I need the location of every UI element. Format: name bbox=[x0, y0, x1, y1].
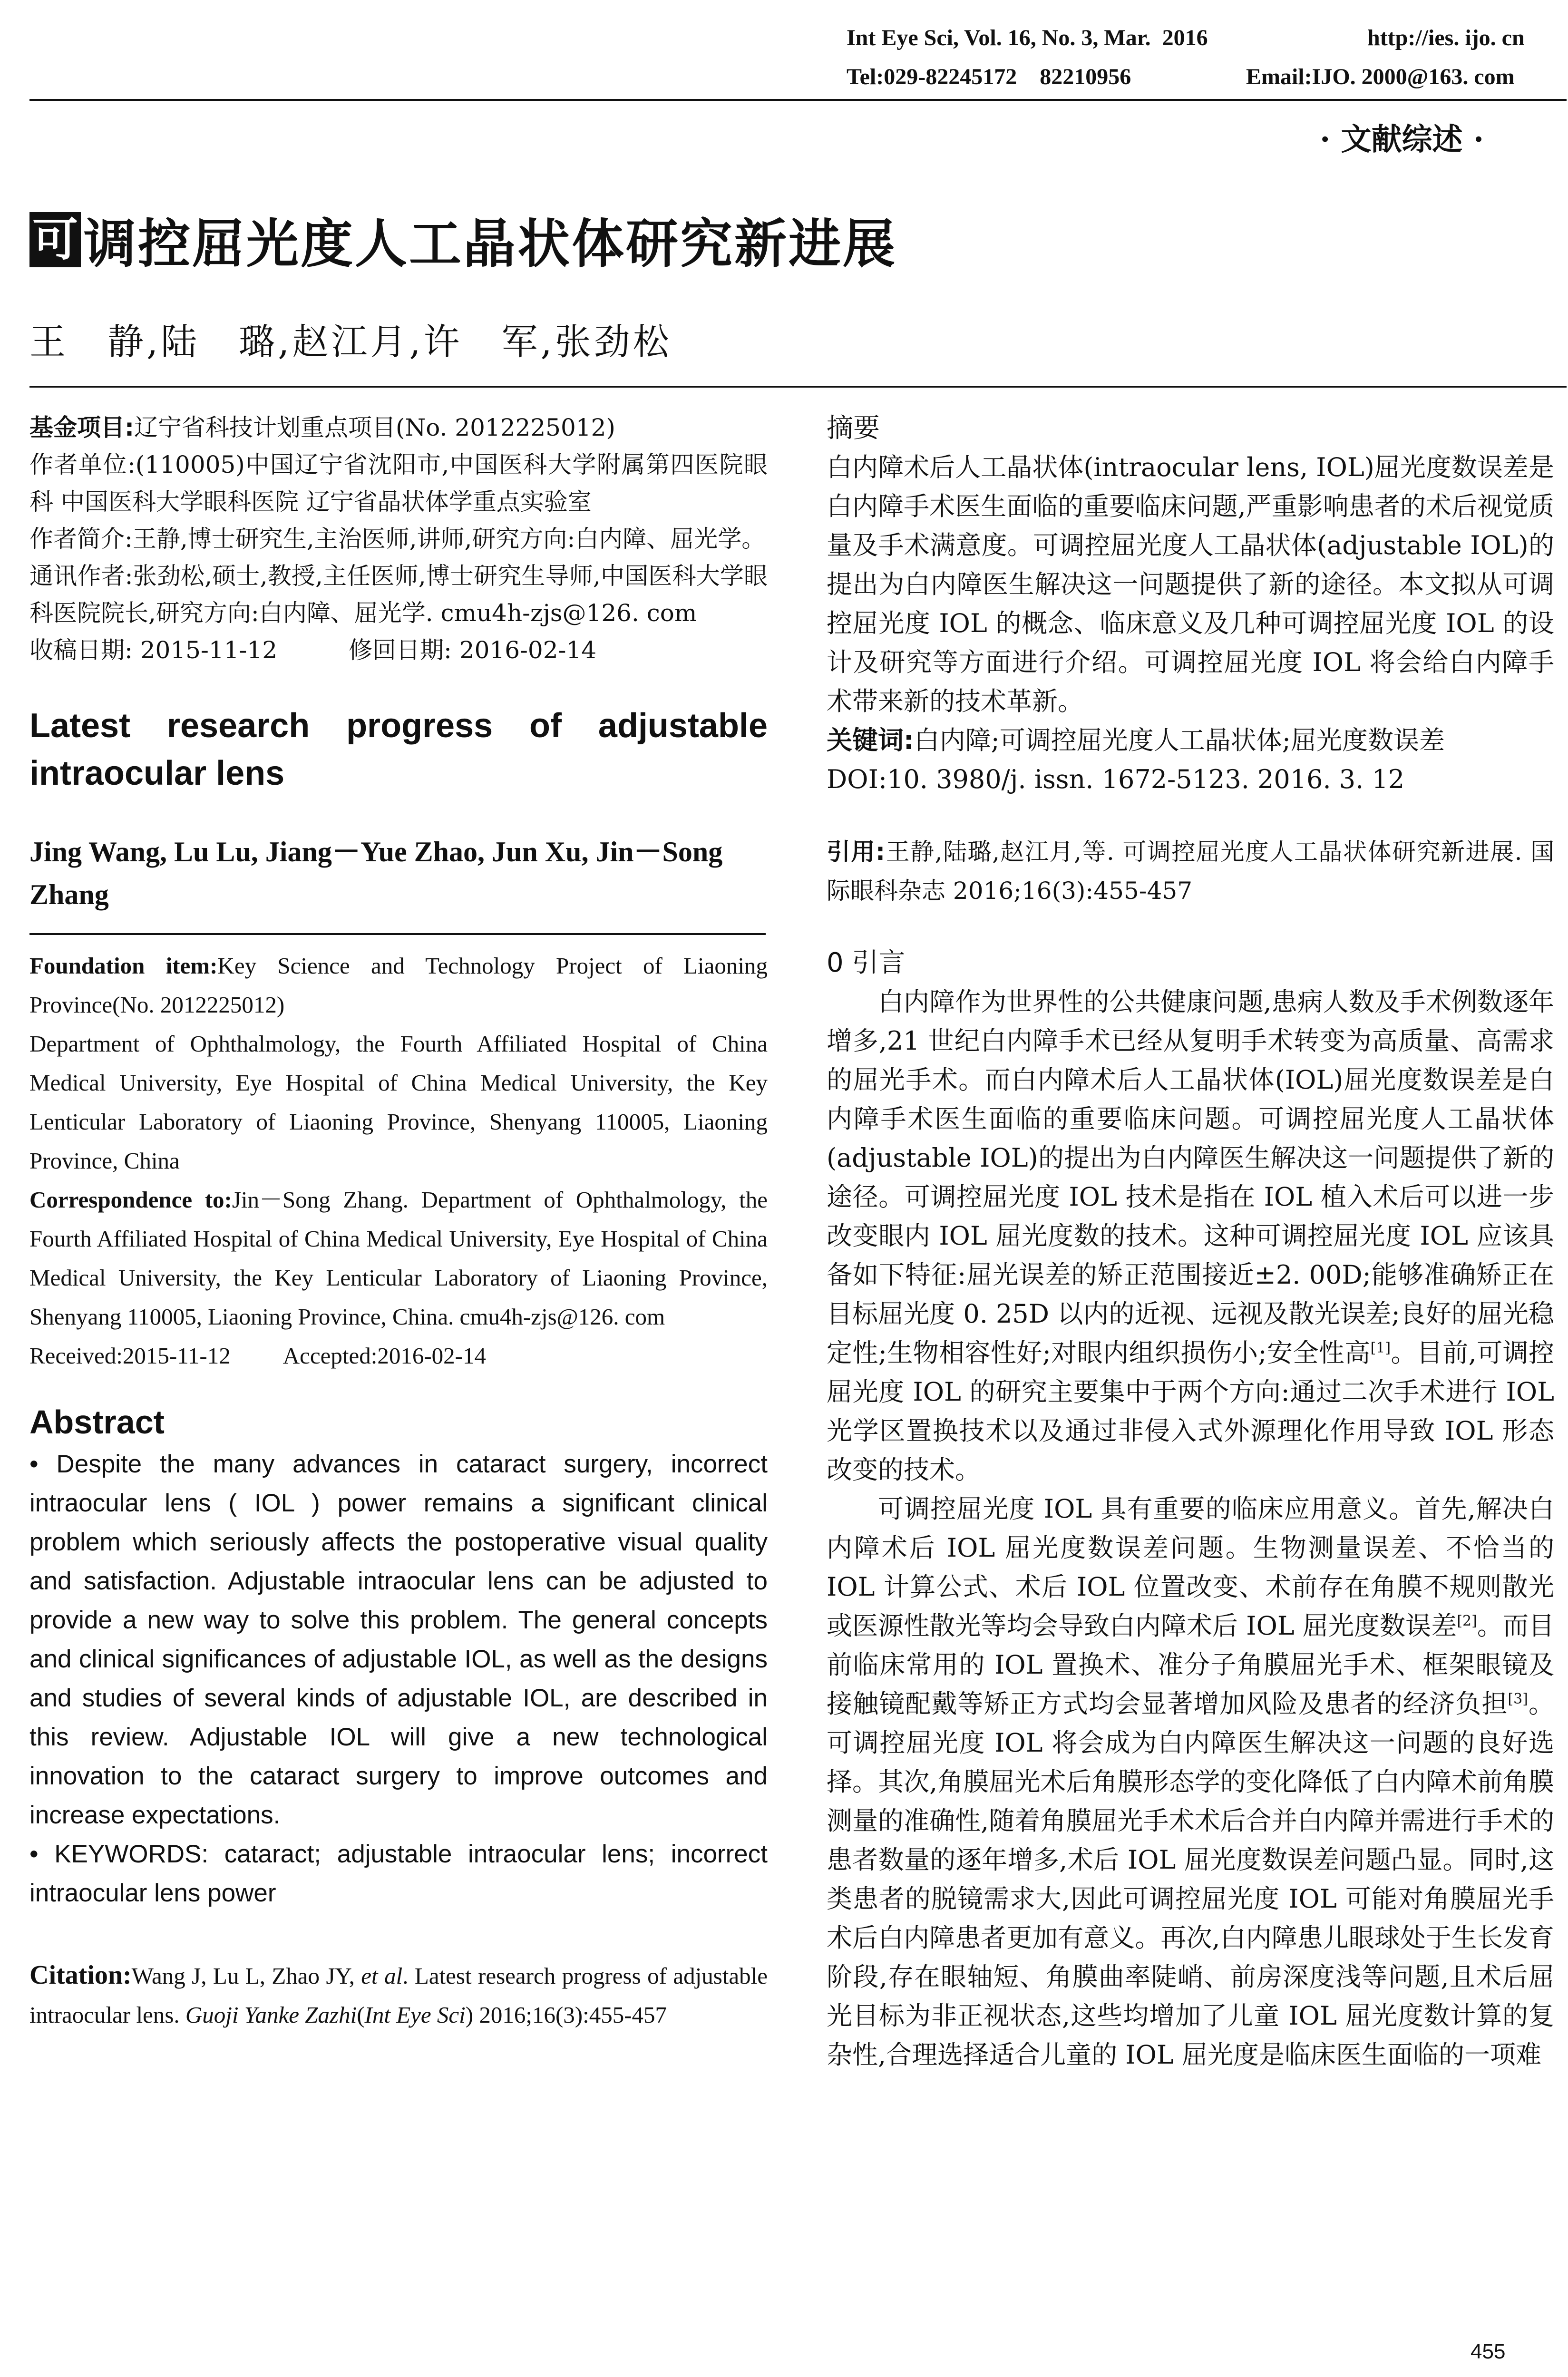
page-number: 455 bbox=[1471, 2340, 1506, 2363]
english-authors: Jing Wang, Lu Lu, Jiang－Yue Zhao, Jun Xu, Jin－Song Zhang bbox=[29, 836, 723, 910]
correspondence: Correspondence to:Jin－Song Zhang. Department of Ophthalmology, the Fourth Affiliated Hospital of China Medical University, Eye Hospital of China Medical University, the Key Lenticular Laboratory of Liaoning Province, Shenyang 110005, Liaoning Province, China. cmu4h-zjs@126. com bbox=[29, 1187, 768, 1330]
journal-tel: Tel:029-82245172 82210956 bbox=[847, 64, 1131, 89]
abstract-cn-body: 白内障术后人工晶状体(intraocular lens, IOL)屈光度数误差是白内障手术医生面临的重要临床问题,严重影响患者的术后视觉质量及手术满意度。可调控屈光度人工晶状体(adjustable IOL)的提出为白内障医生解决这一问题提供了新的途径。本文拟从可调控屈光度 IOL 的概念、临床意义及几种可调控屈光度 IOL 的设计及研究等方面进行介绍。可调控屈光度 IOL 将会给白内障手术带来新的技术革新。 bbox=[827, 452, 1554, 716]
dates-cn: 收稿日期: 2015-11-12 修回日期: 2016-02-14 bbox=[29, 636, 597, 664]
corresponding-author: 通讯作者:张劲松,硕士,教授,主任医师,博士研究生导师,中国医科大学眼科医院院长,研究方向:白内障、屈光学. cmu4h-zjs@126. com bbox=[29, 562, 768, 627]
keywords-en: • KEYWORDS: cataract; adjustable intraocular lens; incorrect intraocular lens power bbox=[29, 1840, 768, 1907]
right-column bbox=[827, 409, 1554, 2075]
english-title: Latest research progress of adjustable intraocular lens bbox=[29, 707, 768, 792]
journal-email[interactable]: Email:IJO. 2000@163. com bbox=[1246, 64, 1515, 89]
citation-cn: 引用:王静,陆璐,赵江月,等. 可调控屈光度人工晶状体研究新进展. 国际眼科杂志 2016;16(3):455-457 bbox=[827, 838, 1554, 905]
authors-cn: 王 静,陆 璐,赵江月,许 军,张劲松 bbox=[29, 321, 672, 363]
abstract-heading: Abstract bbox=[29, 1403, 165, 1441]
department: Department of Ophthalmology, the Fourth Affiliated Hospital of China Medical University, Eye Hospital of China Medical University, the Key Lenticular Laboratory of Liaoning Province, Shenyang 110005, Liaoning Province, China bbox=[29, 1031, 768, 1174]
abstract-body: • Despite the many advances in cataract surgery, incorrect intraocular lens ( IOL ) power remains a significant clinical problem which seriously affects the postoperative visual quality and satisfaction. Adjustable intraocular lens can be adjusted to provide a new way to solve this problem. The general concepts and clinical significances of adjustable IOL, as well as the designs and studies of several kinds of adjustable IOL, are described in this review. Adjustable IOL will give a new technological innovation to the cataract surgery to improve outcomes and increase expectations. bbox=[29, 1450, 768, 1829]
title-rest: 调控屈光度人工晶状体研究新进展 bbox=[84, 213, 897, 274]
journal-info: Int Eye Sci, Vol. 16, No. 3, Mar. 2016 bbox=[847, 25, 1208, 50]
dates-en: Received:2015-11-12 Accepted:2016-02-14 bbox=[29, 1343, 486, 1369]
intro-paragraph-2: 可调控屈光度 IOL 具有重要的临床应用意义。首先,解决白内障术后 IOL 屈光度数误差问题。生物测量误差、不恰当的 IOL 计算公式、术后 IOL 位置改变、术前存在角膜不规则散光或医源性散光等均会导致白内障术后 IOL 屈光度数误差[2]。而目前临床常用的 IOL 置换术、准分子角膜屈光手术、框架眼镜及接触镜配戴等矫正方式均会显著增加风险及患者的经济负担[3]。可调控屈光度 IOL 将会成为白内障医生解决这一问题的良好选择。其次,角膜屈光术后角膜形态学的变化降低了白内障术前角膜测量的准确性,随着角膜屈光手术术后合并白内障并需进行手术的患者数量的逐年增多,术后 IOL 屈光度数误差问题凸显。同时,这类患者的脱镜需求大,因此可调控屈光度 IOL 可能对角膜屈光手术后白内障患者更加有意义。再次,白内障患儿眼球处于生长发育阶段,存在眼轴短、角膜曲率陡峭、前房深度浅等问题,且术后屈光目标为非正视状态,这些均增加了儿童 IOL 屈光度数计算的复杂性,合理选择适合儿童的 IOL 屈光度是临床医生面临的一项难 bbox=[827, 1494, 1555, 2070]
intro-heading: 0 引言 bbox=[827, 947, 906, 978]
author-bio: 作者简介:王静,博士研究生,主治医师,讲师,研究方向:白内障、屈光学。 bbox=[29, 525, 766, 553]
left-column bbox=[29, 409, 768, 2035]
journal-url[interactable]: http://ies. ijo. cn bbox=[1367, 25, 1525, 50]
fund-item: 基金项目:辽宁省科技计划重点项目(No. 2012225012) bbox=[29, 414, 615, 441]
paper-title bbox=[29, 202, 897, 277]
foundation-item: Foundation item:Key Science and Technology Project of Liaoning Province(No. 2012225012) bbox=[29, 953, 768, 1018]
citation-en: Citation:Wang J, Lu L, Zhao JY, et al. Latest research progress of adjustable intraocular lens. Guoji Yanke Zazhi(Int Eye Sci) 2016;16(3):455-457 bbox=[29, 1960, 768, 2028]
section-label: · 文献综述 · bbox=[1320, 122, 1484, 157]
author-unit: 作者单位:(110005)中国辽宁省沈阳市,中国医科大学附属第四医院眼科 中国医科大学眼科医院 辽宁省晶状体学重点实验室 bbox=[29, 451, 768, 516]
doi: DOI:10. 3980/j. issn. 1672-5123. 2016. 3. 12 bbox=[827, 764, 1405, 794]
header-rule bbox=[29, 99, 1567, 101]
keywords-cn: 关键词:白内障;可调控屈光度人工晶状体;屈光度数误差 bbox=[827, 725, 1445, 755]
abstract-cn-heading: 摘要 bbox=[827, 413, 880, 444]
title-rule bbox=[29, 386, 1567, 388]
intro-paragraph-1: 白内障作为世界性的公共健康问题,患病人数及手术例数逐年增多,21 世纪白内障手术已经从复明手术转变为高质量、高需求的屈光手术。而白内障术后人工晶状体(IOL)屈光度数误差是白内障手术医生面临的重要临床问题。可调控屈光度人工晶状体(adjustable IOL)的提出为白内障医生解决这一问题提供了新的途径。可调控屈光度 IOL 技术是指在 IOL 植入术后可以进一步改变眼内 IOL 屈光度数的技术。这种可调控屈光度 IOL 应该具备如下特征:屈光误差的矫正范围接近±2. 00D;能够准确矫正在目标屈光度 0. 25D 以内的近视、远视及散光误差;良好的屈光稳定性;生物相容性好;对眼内组织损伤小;安全性高[1]。目前,可调控屈光度 IOL 的研究主要集中于两个方向:通过二次手术进行 IOL 光学区置换技术以及通过非侵入式外源理化作用导致 IOL 形态改变的技术。 bbox=[827, 987, 1554, 1485]
title-first-char: 可 bbox=[29, 212, 81, 267]
